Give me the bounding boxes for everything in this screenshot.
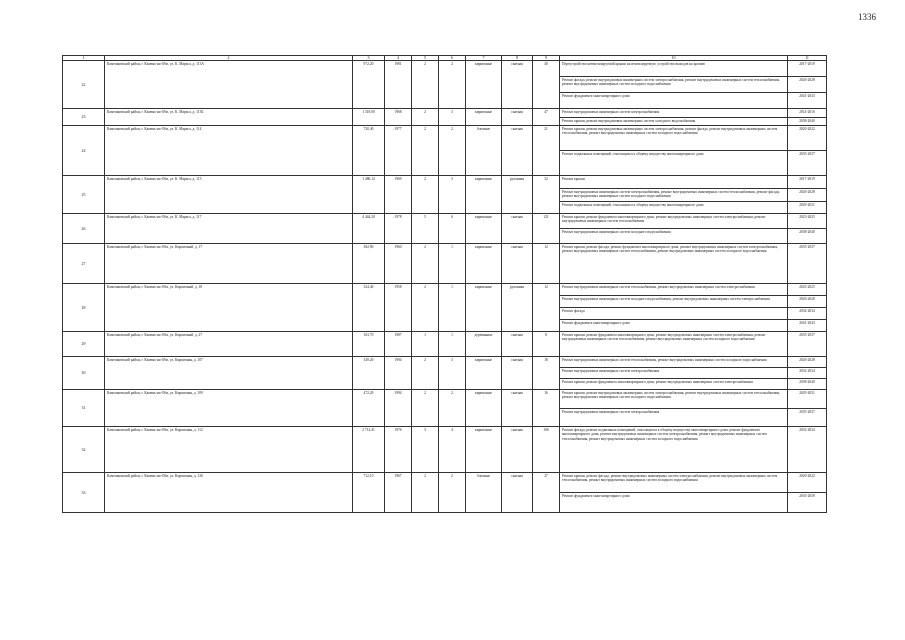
floors: 1 — [412, 332, 439, 357]
wall-material: кирпичные — [466, 176, 502, 214]
row-number: 27 — [63, 244, 105, 284]
work-period: 2023-2025 — [788, 284, 827, 296]
entrances: 2 — [439, 390, 466, 427]
work-description: Ремонт подвальных помещений, относящихся к общему имуществу многоквартирного дома — [560, 151, 788, 176]
work-description: Ремонт фундамента многоквартирного дома — [560, 320, 788, 332]
build-year: 1978 — [385, 214, 412, 244]
work-description: Ремонт фасада, ремонт подвальных помещений, относящихся к общему имуществу многоквартирного дома, ремонт фундамента многоквартирного дома, ремонт внутридомовых инженерных систем электроснабжения, ремонт внутридомовых инженерных систем теплоснабжения, ремонт внутридомовых инженерных систем холодного водоснабжения — [560, 427, 788, 473]
column-number: 6 — [439, 56, 466, 61]
roof-type: скатная — [502, 244, 533, 284]
build-year: 1976 — [385, 427, 412, 473]
floors: 2 — [412, 176, 439, 214]
column-number: 3 — [353, 56, 385, 61]
build-year: 1987 — [385, 332, 412, 357]
roof-type: скатная — [502, 214, 533, 244]
floors: 3 — [412, 427, 439, 473]
total-area: 472,20 — [353, 390, 385, 427]
build-year: 1967 — [385, 473, 412, 513]
row-number: 33 — [63, 473, 105, 513]
roof-type: скатная — [502, 427, 533, 473]
row-number: 24 — [63, 126, 105, 176]
work-period: 2032-2034 — [788, 308, 827, 320]
apartments: 16 — [533, 390, 560, 427]
wall-material: деревянные — [466, 332, 502, 357]
work-description: Ремонт крыши, ремонт фундамента многоквартирного дома, ремонт внутридомовых инженерных систем электроснабжения, ремонт внутридомовых инженерных систем теплоснабжения — [560, 214, 788, 229]
work-period: 2023-2025 — [788, 214, 827, 229]
entrances: 1 — [439, 332, 466, 357]
roof-type: рулонная — [502, 284, 533, 332]
work-description: Ремонт крыши, ремонт фасада, ремонт внутридомовых инженерных систем электроснабжения, ремонт внутридомовых инженерных систем теплоснабжения, ремонт внутридомовых инженерных систем холодного водоснабжения — [560, 473, 788, 493]
row-number: 26 — [63, 214, 105, 244]
roof-type: скатная — [502, 332, 533, 357]
roof-type: скатная — [502, 126, 533, 176]
entrances: 2 — [439, 126, 466, 176]
work-period: 2029-2031 — [788, 201, 827, 214]
address: Камешковский район, г. Камень-на-Оби, ул. К. Маркса, д. 117 — [105, 214, 353, 244]
roof-type: скатная — [502, 61, 533, 109]
column-number: 7 — [466, 56, 502, 61]
work-description: Ремонт фасада — [560, 308, 788, 320]
roof-type: скатная — [502, 473, 533, 513]
work-description: Ремонт крыши, ремонт фундамента многоквартирного дома, ремонт внутридомовых инженерных систем электроснабжения — [560, 379, 788, 390]
entrances: 3 — [439, 176, 466, 214]
apartments: 40 — [533, 61, 560, 109]
column-number: 1 — [63, 56, 105, 61]
table-row — [63, 61, 827, 77]
table-row — [63, 427, 827, 473]
table-row — [63, 357, 827, 368]
row-number: 30 — [63, 357, 105, 390]
page-number: 1336 — [858, 12, 876, 22]
address: Камешковский район, г. Камень-на-Оби, ул. К. Маркса, д. 115 — [105, 176, 353, 214]
total-area: 1 318,00 — [353, 109, 385, 126]
work-description: Ремонт крыши, ремонт внутридомовых инженерных систем электроснабжения, ремонт фасада, ремонт внутридомовых инженерных систем теплоснабжения, ремонт внутридомовых инженерных систем холодного водоснабжения — [560, 126, 788, 151]
address: Камешковский район, г. Камень-на-Оби, ул. Кирпичная, д. 126 — [105, 473, 353, 513]
work-description: Ремонт внутридомовых инженерных систем электроснабжения, ремонт внутридомовых инженерных систем теплоснабжения, ремонт фасада, ремонт внутридомовых инженерных систем холодного водоснабжения — [560, 188, 788, 201]
work-description: Ремонт фундамента многоквартирного дома — [560, 93, 788, 109]
column-number: 9 — [533, 56, 560, 61]
column-number: 11 — [788, 56, 827, 61]
table-row — [63, 176, 827, 189]
work-period: 2020-2022 — [788, 126, 827, 151]
work-period: 2038-2040 — [788, 229, 827, 244]
column-number: 2 — [105, 56, 353, 61]
roof-type: рулонная — [502, 176, 533, 214]
address: Камешковский район, г. Камень-на-Оби, ул. К. Маркса, д. 113А — [105, 61, 353, 109]
work-description: Ремонт фундамента многоквартирного дома — [560, 493, 788, 513]
address: Камешковский район, г. Камень-на-Оби, ул. Кирпичный, д. 17 — [105, 244, 353, 284]
table-row — [63, 390, 827, 409]
row-number: 23 — [63, 109, 105, 126]
entrances: 6 — [439, 214, 466, 244]
work-period: 2026-2028 — [788, 77, 827, 93]
total-area: 2 712,41 — [353, 427, 385, 473]
floors: 2 — [412, 126, 439, 176]
address: Камешковский район, г. Камень-на-Оби, ул. Кирпичный, д. 18 — [105, 284, 353, 332]
work-description: Ремонт подвальных помещений, относящихся к общему имуществу многоквартирного дома — [560, 201, 788, 214]
address: Камешковский район, г. Камень-на-Оби, ул. Кирпичная, д. 112 — [105, 427, 353, 473]
entrances: 1 — [439, 244, 466, 284]
row-number: 29 — [63, 332, 105, 357]
work-period: 2041-2043 — [788, 320, 827, 332]
total-area: 163,70 — [353, 332, 385, 357]
build-year: 1958 — [385, 284, 412, 332]
work-description: Ремонт внутридомовых инженерных систем электроснабжения — [560, 408, 788, 427]
apartments: 106 — [533, 427, 560, 473]
floors: 2 — [412, 244, 439, 284]
work-period: 2035-2039 — [788, 493, 827, 513]
work-period: 2035-2037 — [788, 151, 827, 176]
table-row — [63, 109, 827, 118]
row-number: 25 — [63, 176, 105, 214]
work-description: Ремонт крыши, ремонт внутридомовых инженерных систем электроснабжения, ремонт внутридомовых инженерных систем теплоснабжения, ремонт внутридомовых инженерных систем холодного водоснабжения — [560, 390, 788, 409]
wall-material: блочные — [466, 473, 502, 513]
floors: 2 — [412, 284, 439, 332]
work-period: 2035-2037 — [788, 408, 827, 427]
table-row — [63, 473, 827, 493]
table-row — [63, 284, 827, 296]
floors: 2 — [412, 357, 439, 390]
build-year: 1968 — [385, 109, 412, 126]
work-period: 2035-2037 — [788, 332, 827, 357]
total-area: 324,40 — [353, 284, 385, 332]
column-number: 10 — [560, 56, 788, 61]
wall-material: кирпичные — [466, 109, 502, 126]
work-description: Ремонт внутридомовых инженерных систем холодного водоснабжения — [560, 229, 788, 244]
total-area: 1 486,12 — [353, 176, 385, 214]
floors: 2 — [412, 390, 439, 427]
address: Камешковский район, г. Камень-на-Оби, ул. Кирпичная, д. 107 — [105, 357, 353, 390]
work-description: Ремонт внутридомовых инженерных систем холодного водоснабжения, ремонт внутридомовых инженерных систем электроснабжения — [560, 296, 788, 308]
wall-material: кирпичные — [466, 244, 502, 284]
floors: 2 — [412, 61, 439, 109]
apartments: 32 — [533, 176, 560, 214]
build-year: 1960 — [385, 244, 412, 284]
floors: 5 — [412, 214, 439, 244]
work-description: Ремонт крыши, ремонт внутридомовых инженерных систем холодного водоснабжения — [560, 117, 788, 126]
capital-repair-table — [62, 55, 827, 513]
work-description: Ремонт крыши — [560, 176, 788, 189]
apartments: 12 — [533, 284, 560, 332]
wall-material: кирпичные — [466, 390, 502, 427]
total-area: 382,90 — [353, 244, 385, 284]
work-period: 2017-2019 — [788, 61, 827, 77]
build-year: 1977 — [385, 126, 412, 176]
wall-material: кирпичные — [466, 284, 502, 332]
work-period: 2020-2022 — [788, 473, 827, 493]
total-area: 349,20 — [353, 357, 385, 390]
address: Камешковский район, г. Камень-на-Оби, ул. К. Маркса, д. 113Б — [105, 109, 353, 126]
work-period: 2032-2034 — [788, 427, 827, 473]
entrances: 2 — [439, 61, 466, 109]
work-period: 2026-2028 — [788, 296, 827, 308]
work-period: 2029-2031 — [788, 390, 827, 409]
build-year: 1994 — [385, 390, 412, 427]
build-year: 1981 — [385, 61, 412, 109]
work-period: 2038-2040 — [788, 379, 827, 390]
wall-material: блочные — [466, 126, 502, 176]
work-description: Ремонт фасада, ремонт внутридомовых инженерных систем электроснабжения, ремонт внутридомовых инженерных систем теплоснабжения, ремонт внутридомовых инженерных систем холодного водоснабжения — [560, 77, 788, 93]
apartments: 27 — [533, 473, 560, 513]
work-period: 2035-2037 — [788, 244, 827, 284]
row-number: 22 — [63, 61, 105, 109]
table-row — [63, 214, 827, 229]
work-description: Ремонт крыши, ремонт фасада, ремонт фундамента многоквартирного дома, ремонт внутридомовых инженерных систем электроснабжения, ремонт внутридомовых инженерных систем теплоснабжения, ремонт внутридомовых инженерных систем холодного водоснабжения — [560, 244, 788, 284]
row-number: 31 — [63, 390, 105, 427]
work-description: Ремонт внутридомовых инженерных систем теплоснабжения, ремонт внутридомовых инженерных систем холодного водоснабжения — [560, 357, 788, 368]
total-area: 720,40 — [353, 126, 385, 176]
table-row — [63, 244, 827, 284]
wall-material: кирпичные — [466, 357, 502, 390]
entrances: 4 — [439, 427, 466, 473]
work-description: Ремонт внутридомовых инженерных систем электроснабжения — [560, 109, 788, 118]
wall-material: кирпичные — [466, 427, 502, 473]
build-year: 1969 — [385, 176, 412, 214]
row-number: 32 — [63, 427, 105, 473]
floors: 2 — [412, 473, 439, 513]
work-period: 2017-2019 — [788, 176, 827, 189]
work-period: 2014-2016 — [788, 109, 827, 118]
total-area: 4 444,20 — [353, 214, 385, 244]
entrances: 3 — [439, 357, 466, 390]
build-year: 1994 — [385, 357, 412, 390]
apartments: 8 — [533, 332, 560, 357]
entrances: 3 — [439, 109, 466, 126]
work-description: Ремонт внутридомовых инженерных систем электроснабжения — [560, 368, 788, 379]
column-number: 4 — [385, 56, 412, 61]
work-period: 2041-2043 — [788, 93, 827, 109]
work-period: 2026-2028 — [788, 188, 827, 201]
work-description: Ремонт крыши, ремонт фундамента многоквартирного дома, ремонт внутридомовых инженерных систем электроснабжения, ремонт внутридомовых инженерных систем теплоснабжения, ремонт внутридомовых инженерных систем холодного водоснабжения — [560, 332, 788, 357]
column-number: 5 — [412, 56, 439, 61]
address: Камешковский район, г. Камень-на-Оби, ул. Кирпичная, д. 109 — [105, 390, 353, 427]
table-row — [63, 332, 827, 357]
total-area: 972,20 — [353, 61, 385, 109]
column-number: 8 — [502, 56, 533, 61]
address: Камешковский район, г. Камень-на-Оби, ул. К. Маркса, д. 114 — [105, 126, 353, 176]
apartments: 121 — [533, 214, 560, 244]
roof-type: скатная — [502, 109, 533, 126]
work-period: 2026-2028 — [788, 357, 827, 368]
work-description: Переустройство невентилируемой крыши на вентилируемую, устройство выходов на кровлю — [560, 61, 788, 77]
total-area: 712,10 — [353, 473, 385, 513]
work-period: 2032-2034 — [788, 368, 827, 379]
address: Камешковский район, г. Камень-на-Оби, ул. Кирпичный, д. 27 — [105, 332, 353, 357]
apartments: 47 — [533, 109, 560, 126]
row-number: 28 — [63, 284, 105, 332]
wall-material: кирпичные — [466, 61, 502, 109]
work-description: Ремонт внутридомовых инженерных систем теплоснабжения, ремонт внутридомовых инженерных систем электроснабжения — [560, 284, 788, 296]
roof-type: скатная — [502, 390, 533, 427]
floors: 2 — [412, 109, 439, 126]
apartments: 18 — [533, 357, 560, 390]
entrances: 1 — [439, 284, 466, 332]
entrances: 2 — [439, 473, 466, 513]
wall-material: кирпичные — [466, 214, 502, 244]
table-row — [63, 126, 827, 151]
roof-type: скатная — [502, 357, 533, 390]
apartments: 21 — [533, 126, 560, 176]
apartments: 12 — [533, 244, 560, 284]
work-period: 2038-2040 — [788, 117, 827, 126]
